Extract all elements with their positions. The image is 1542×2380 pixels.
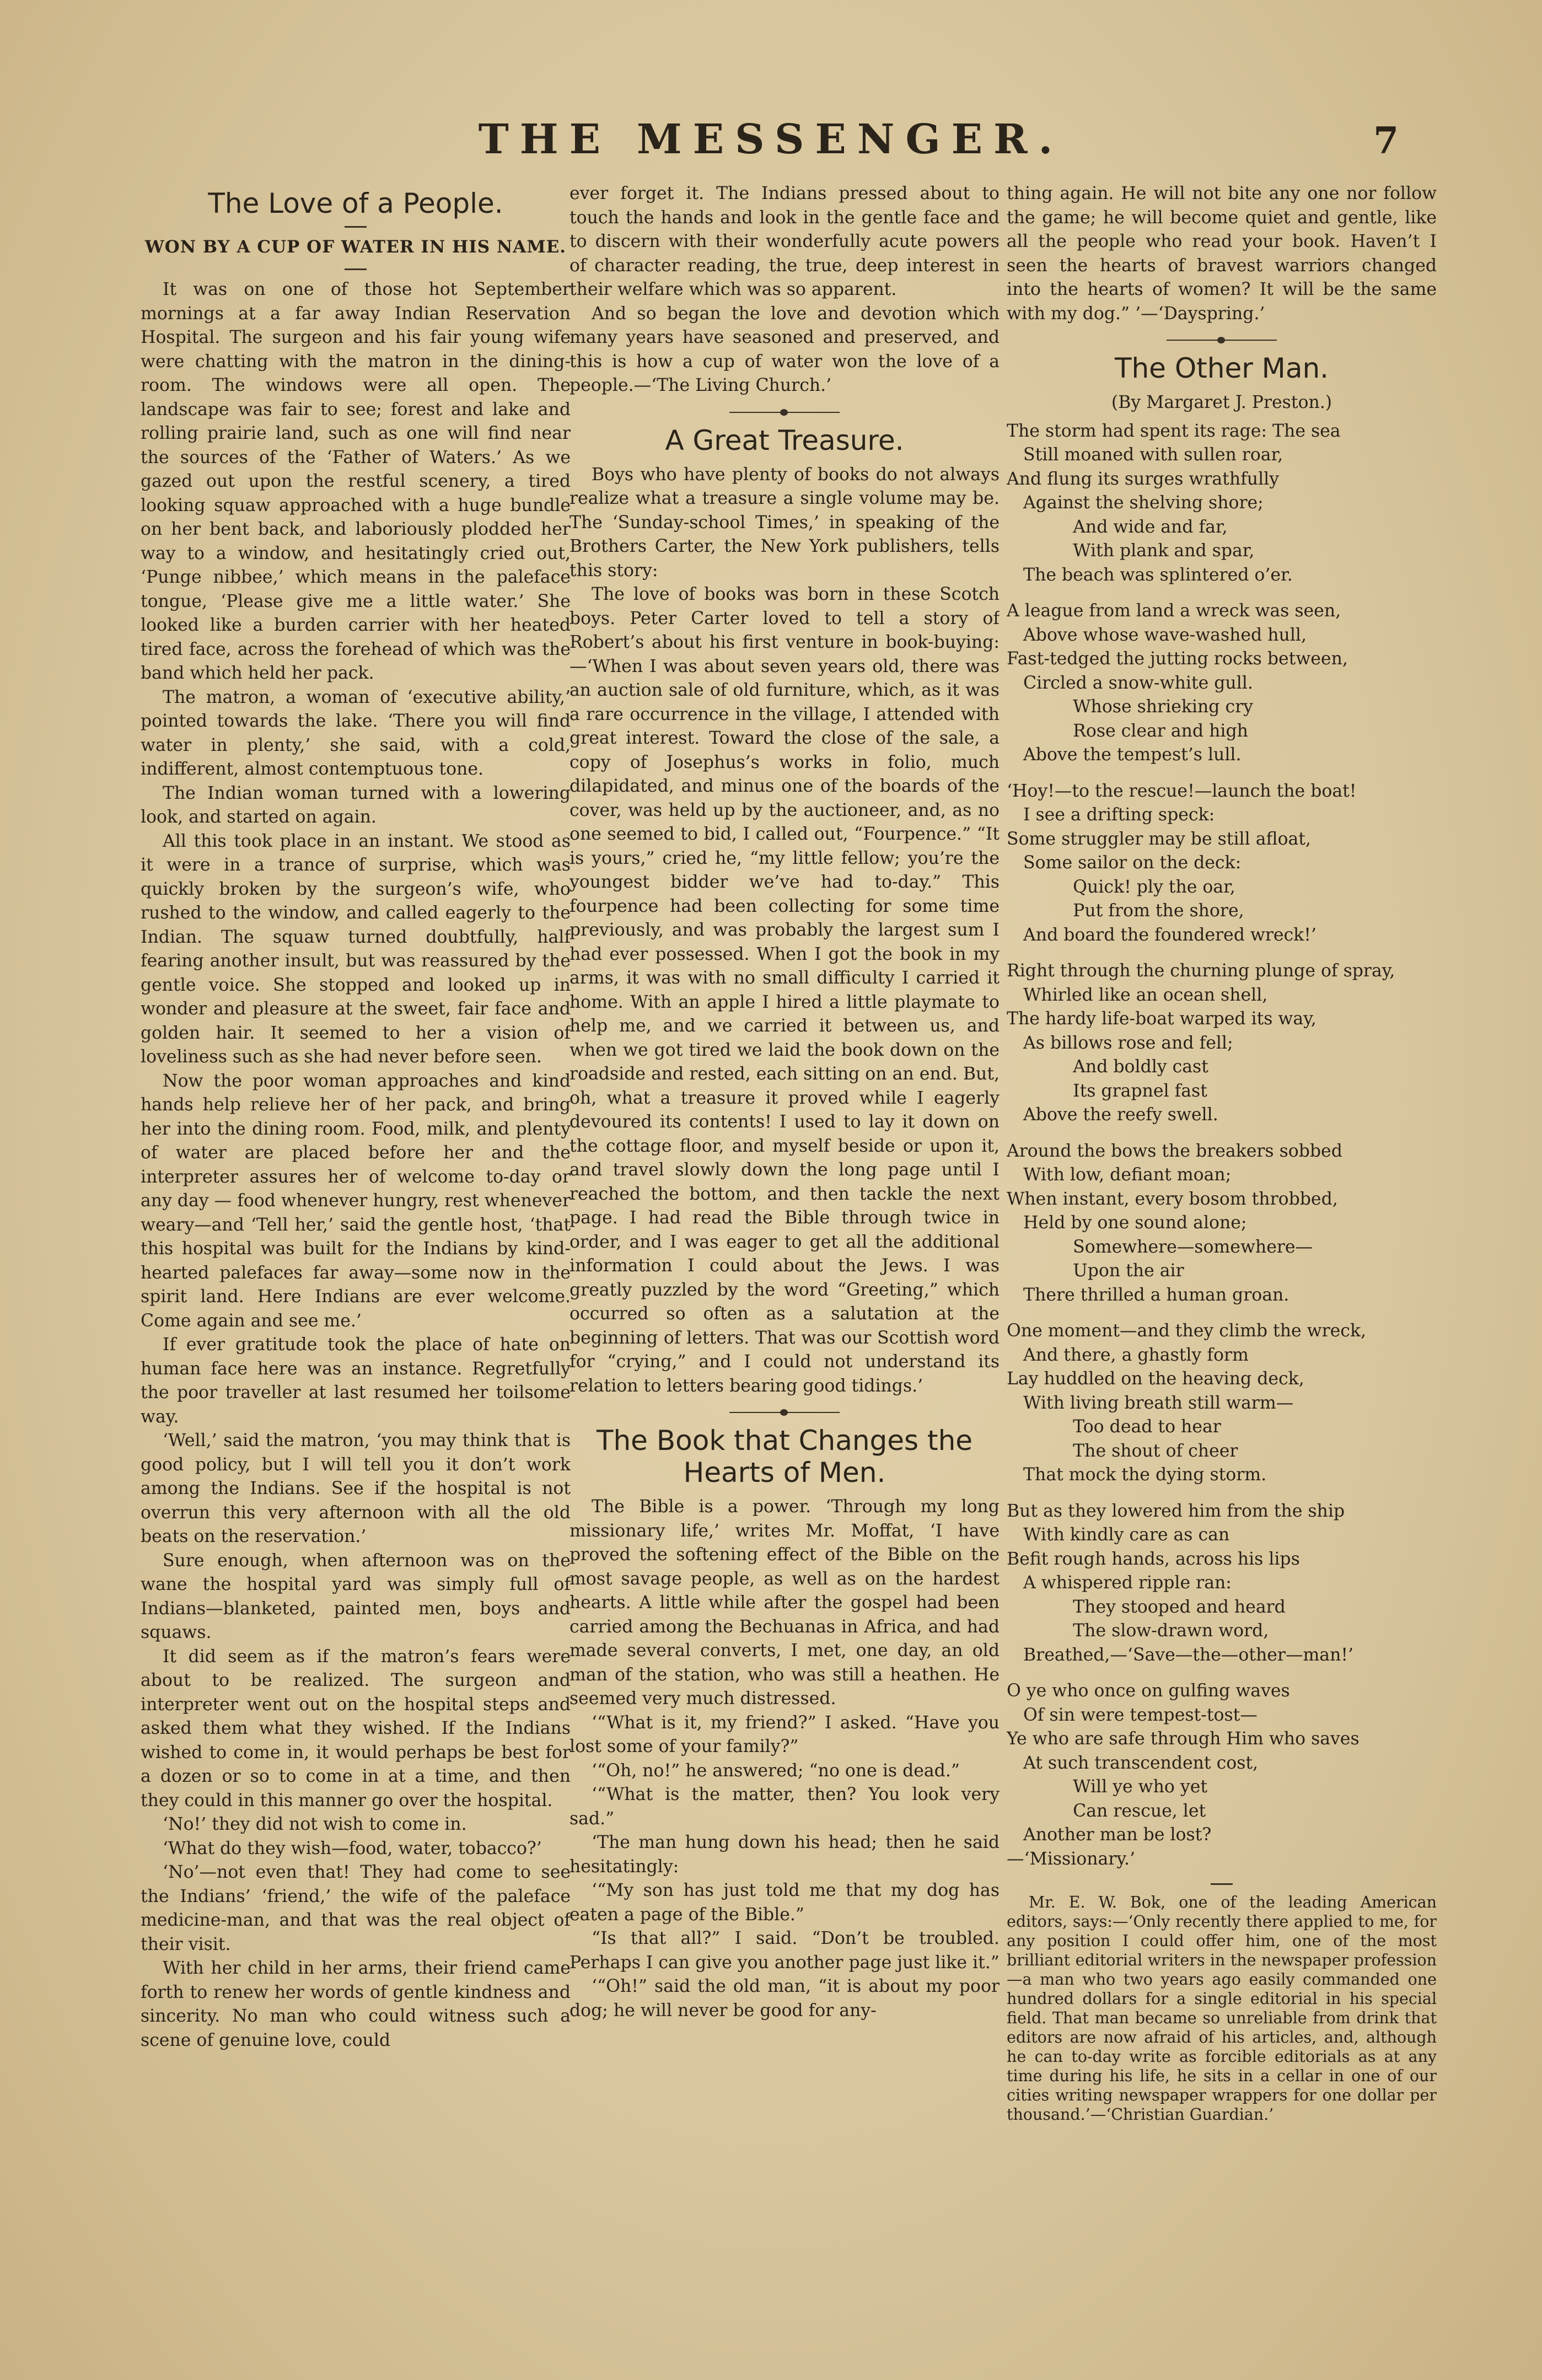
poem-line: Too dead to hear xyxy=(1007,1417,1221,1437)
paragraph: If ever gratitude took the place of hate on human face here was an instance. Regretfully the poor traveller at last resumed her toilsome way. xyxy=(141,1335,571,1427)
section-divider xyxy=(1167,336,1277,345)
poem-line: And there, a ghastly form xyxy=(1007,1345,1249,1365)
section-divider xyxy=(729,1408,840,1417)
poem-line: The slow-drawn word, xyxy=(1007,1621,1269,1641)
paragraph: ‘Well,’ said the matron, ‘you may think that is good policy, but I will tell you it don’t work among the Indians. See if the hospital is not overrun this very afternoon with all the old beats on the reservation.’ xyxy=(141,1431,571,1546)
poem-stanza xyxy=(1007,1319,1437,1487)
section-rule xyxy=(1211,1883,1233,1885)
poem-line: ‘Hoy!—to the rescue!—launch the boat! xyxy=(1007,781,1357,801)
poem-stanza xyxy=(1007,1679,1437,1871)
poem-line: Breathed,—‘Save—the—other—man!’ xyxy=(1007,1645,1354,1665)
paragraph: ‘“Oh, no!” he answered; “no one is dead.” xyxy=(592,1760,960,1781)
poem-line: Fast-tedged the jutting rocks between, xyxy=(1007,649,1348,669)
poem-line: Some struggler may be still afloat, xyxy=(1007,829,1311,849)
paragraph: ‘“What is it, my friend?” I asked. “Have you lost some of your family?” xyxy=(569,1712,1000,1756)
poem-line: With living breath still warm— xyxy=(1007,1393,1294,1413)
poem-line: When instant, every bosom throbbed, xyxy=(1007,1189,1338,1209)
poem-line: I see a drifting speck: xyxy=(1007,805,1215,825)
poem-line: But as they lowered him from the ship xyxy=(1007,1501,1345,1521)
paragraph: It did seem as if the matron’s fears were about to be realized. The surgeon and interpreter went out on the hospital steps and asked them what they wished. If the Indians wished to come in, it would perhaps be best for a dozen or so to come in at a time, and then they could in this manner go over the hospital. xyxy=(141,1646,571,1810)
paragraph: ‘“Oh!” said the old man, “it is about my poor dog; he will never be good for any- xyxy=(569,1976,1000,2021)
poem-stanza xyxy=(1007,1140,1437,1308)
poem-line: As billows rose and fell; xyxy=(1007,1033,1233,1053)
masthead xyxy=(0,116,1542,176)
poem-line: Can rescue, let xyxy=(1007,1801,1206,1821)
poem-line: A league from land a wreck was seen, xyxy=(1007,601,1341,621)
paragraph: The love of books was born in these Scotch boys. Peter Carter loved to tell a story of Robert’s about his first venture in book-buying:—‘When I was about seven years old, there was an auction sale of old furniture, which, as it was a rare occurrence in the village, I attended with great interest. Toward the close of the sale, a copy of Josephus’s works in folio, much dilapidated, and minus one of the boards of the cover, was held up by the auctioneer, and, as no one seemed to bid, I called out, “Fourpence.” “It is yours,” cried he, “my little fellow; you’re the youngest bidder we’ve had to-day.” This fourpence had been collecting for some time previously, and was probably the largest sum I had ever possessed. When I got the book in my arms, it was with no small difficulty I carried it home. With an apple I hired a little playmate to help me, and we carried it between us, and when we got tired we laid the book down on the roadside and rested, each sitting on an end. But, oh, what a treasure it proved while I eagerly devoured its contents! I used to lay it down on the cottage floor, and myself beside or upon it, and travel slowly down the long page until I reached the bottom, and then tackle the next page. I had read the Bible through twice in order, and I was eager to get all the additional information I could about the Jews. I was greatly puzzled by the word “Greeting,” which occurred so often as a salutation at the beginning of letters. That was our Scottish word for “crying,” and I could not understand its relation to letters bearing good tidings.’ xyxy=(569,584,1000,1396)
poem-line: Against the shelving shore; xyxy=(1007,493,1264,513)
paragraph: Sure enough, when afternoon was on the wane the hospital yard was simply full of Indians—blanketed, painted men, boys and squaws. xyxy=(141,1550,571,1642)
poem-line: Lay huddled on the heaving deck, xyxy=(1007,1369,1304,1389)
paragraph: “Is that all?” I said. “Don’t be troubled. Perhaps I can give you another page just like it.” xyxy=(569,1928,1000,1973)
poem-line: Still moaned with sullen roar, xyxy=(1007,445,1283,465)
poem-line: The storm had spent its rage: The sea xyxy=(1007,421,1341,441)
subtitle-rule xyxy=(345,268,367,270)
poem-line: The hardy life-boat warped its way, xyxy=(1007,1009,1317,1029)
poem-line: Some sailor on the deck: xyxy=(1007,853,1242,873)
paragraph: ‘The man hung down his head; then he said hesitatingly: xyxy=(569,1833,1000,1877)
poem-line: Above whose wave-washed hull, xyxy=(1007,625,1307,645)
paragraph: And so began the love and devotion which many years have seasoned and preserved, and this is how a cup of water won the love of a people.—‘The Living Church.’ xyxy=(569,303,1000,395)
poem-line: Another man be lost? xyxy=(1007,1825,1212,1845)
paragraph: ever forget it. The Indians pressed about to touch the hands and look in the gentle face and to discern with their wonderfully acute powers of character reading, the true, deep interest in their welfare which was so apparent. xyxy=(569,184,1000,299)
poem-line: Whose shrieking cry xyxy=(1007,697,1253,717)
poem-line: There thrilled a human groan. xyxy=(1007,1285,1290,1305)
poem-line: Will ye who yet xyxy=(1007,1777,1207,1797)
paragraph: The Bible is a power. ‘Through my long missionary life,’ writes Mr. Moffat, ‘I have proved the softening effect of the Bible on the most savage people, as well as on the hardest hearts. A little while after the gospel had been carried among the Bechuanas in Africa, and had made several converts, I met, one day, an old man of the station, who was still a heathen. He seemed very much distressed. xyxy=(569,1497,1000,1709)
poem-stanza xyxy=(1007,780,1437,948)
paragraph: The Indian woman turned with a lowering look, and started on again. xyxy=(141,783,571,827)
column-2 xyxy=(569,182,1000,2255)
poem-line: One moment—and they climb the wreck, xyxy=(1007,1321,1367,1341)
paragraph: ‘“What is the matter, then? You look very sad.” xyxy=(569,1785,1000,1829)
article-title-great-treasure: A Great Treasure. xyxy=(665,424,904,456)
paragraph: With her child in her arms, their friend came forth to renew her words of gentle kindness and sincerity. No man who could witness such a scene of genuine love, could xyxy=(141,1958,571,2050)
poem-line: Above the reefy swell. xyxy=(1007,1105,1218,1125)
poem-line: Befit rough hands, across his lips xyxy=(1007,1549,1300,1569)
poem-line: That mock the dying storm. xyxy=(1007,1465,1267,1485)
poem-line: With plank and spar, xyxy=(1007,541,1255,561)
poem-line: Right through the churning plunge of spray, xyxy=(1007,961,1395,981)
poem-line: And board the foundered wreck!’ xyxy=(1007,925,1317,945)
paragraph: Now the poor woman approaches and kind hands help relieve her of her pack, and bring her into the dining room. Food, milk, and plenty of water are placed before her and the interpreter assures her of welcome to-day or any day — food whenever hungry, rest whenever weary—and ‘Tell her,’ said the gentle host, ‘that this hospital was built for the Indians by kind-hearted palefaces far away—some now in the spirit land. Here Indians are ever welcome. Come again and see me.’ xyxy=(141,1071,571,1331)
paragraph: ‘No!’ they did not wish to come in. xyxy=(163,1814,467,1834)
paragraph: Boys who have plenty of books do not always realize what a treasure a single volume may be. The ‘Sunday-school Times,’ in speaking of the Brothers Carter, the New York publishers, tells this story: xyxy=(569,464,1000,581)
poem-line: Upon the air xyxy=(1007,1261,1184,1281)
poem-line: A whispered ripple ran: xyxy=(1007,1573,1232,1593)
poem-line: And wide and far, xyxy=(1007,517,1228,537)
poem-line: And flung its surges wrathfully xyxy=(1007,469,1280,489)
poem-line: Circled a snow-white gull. xyxy=(1007,673,1253,693)
paragraph: ‘What do they wish—food, water, tobacco?’ xyxy=(163,1838,542,1858)
poem-source: —‘Missionary.’ xyxy=(1007,1849,1135,1869)
poem-line: Of sin were tempest-tost— xyxy=(1007,1705,1258,1725)
poem-title: The Other Man. xyxy=(1114,352,1329,384)
article-title-book-changes-hearts: The Book that Changes the Hearts of Men. xyxy=(596,1425,973,1489)
poem-line: With low, defiant moan; xyxy=(1007,1165,1232,1185)
masthead-title: THE MESSENGER. xyxy=(478,116,1064,163)
poem xyxy=(1007,420,1437,1872)
poem-line: Somewhere—somewhere— xyxy=(1007,1237,1313,1257)
title-rule xyxy=(345,226,367,228)
section-divider xyxy=(729,408,840,417)
paragraph: thing again. He will not bite any one nor follow the game; he will become quiet and gentle, like all the people who read your book. Haven’t I seen the hearts of bravest warriors changed into the hearts of women? It will be the same with my dog.” ’—‘Dayspring.’ xyxy=(1007,184,1437,324)
poem-line: At such transcendent cost, xyxy=(1007,1753,1259,1773)
poem-line: Above the tempest’s lull. xyxy=(1007,745,1242,765)
poem-line: O ye who once on gulfing waves xyxy=(1007,1681,1290,1701)
poem-line: Rose clear and high xyxy=(1007,721,1248,741)
poem-stanza xyxy=(1007,599,1437,767)
poem-line: Held by one sound alone; xyxy=(1007,1213,1247,1233)
paragraph: ‘No’—not even that! They had come to see the Indians’ ‘friend,’ the wife of the paleface medicine-man, and that was the real object of their visit. xyxy=(141,1862,571,1954)
poem-line: Whirled like an ocean shell, xyxy=(1007,985,1268,1005)
poem-line: Put from the shore, xyxy=(1007,901,1244,921)
poem-stanza xyxy=(1007,420,1437,588)
poem-stanza xyxy=(1007,1500,1437,1668)
poem-stanza xyxy=(1007,959,1437,1127)
poem-line: Ye who are safe through Him who saves xyxy=(1007,1729,1360,1749)
paragraph: It was on one of those hot September mornings at a far away Indian Reservation Hospital. The surgeon and his fair young wife were chatting with the matron in the dining-room. The windows were all open. The landscape was fair to see; forest and lake and rolling prairie land, such as one will find near the sources of the ‘Father of Waters.’ As we gazed out upon the restful scenery, a tired looking squaw approached with a huge bundle on her bent back, and laboriously plodded her way to a window, and hesitatingly cried out, ‘Punge nibbee,’ which means in the paleface tongue, ‘Please give me a little water.’ She looked like a burden carrier with her heated tired face, across the forehead of which was the band which held her pack. xyxy=(141,280,571,683)
poem-line: Its grapnel fast xyxy=(1007,1081,1207,1101)
paragraph: ‘“My son has just told me that my dog has eaten a page of the Bible.” xyxy=(569,1881,1000,1925)
article-title-love-of-a-people: The Love of a People. xyxy=(208,187,503,219)
poem-line: The shout of cheer xyxy=(1007,1441,1238,1461)
poem-byline: (By Margaret J. Preston.) xyxy=(1111,393,1333,412)
paragraph-bok-note: Mr. E. W. Bok, one of the leading American editors, says:—‘Only recently there applied to me, for any position I could offer him, one of the most brilliant editorial writers in the newspaper profession—a man who two years ago easily commanded one hundred dollars for a single editorial in his special field. That man became so unreliable from drink that editors are now afraid of his articles, and, although he can to-day write as forcible editorials as at any time during his life, he sits in a cellar in one of our cities writing newspaper wrappers for one dollar per thousand.’—‘Christian Guardian.’ xyxy=(1007,1893,1437,2124)
article-subtitle: WON BY A CUP OF WATER IN HIS NAME. xyxy=(144,237,567,257)
column-1 xyxy=(141,182,571,2255)
poem-line: With kindly care as can xyxy=(1007,1525,1230,1545)
poem-line: They stooped and heard xyxy=(1007,1597,1286,1617)
page-number: 7 xyxy=(1373,119,1399,162)
column-3 xyxy=(1007,182,1437,2255)
poem-line: And boldly cast xyxy=(1007,1057,1208,1077)
paragraph: All this took place in an instant. We stood as it were in a trance of surprise, which was quickly broken by the surgeon’s wife, who rushed to the window, and called eagerly to the Indian. The squaw turned doubtfully, half fearing another insult, but was reassured by the gentle voice. She stopped and looked up in wonder and pleasure at the sweet, fair face and golden hair. It seemed to her a vision of loveliness such as she had never before seen. xyxy=(141,831,571,1067)
paragraph: The matron, a woman of ‘executive ability,’ pointed towards the lake. ‘There you will find water in plenty,’ she said, with a cold, indifferent, almost contemptuous tone. xyxy=(141,687,571,779)
poem-line: The beach was splintered o’er. xyxy=(1007,565,1293,585)
poem-line: Quick! ply the oar, xyxy=(1007,877,1235,897)
poem-line: Around the bows the breakers sobbed xyxy=(1007,1141,1342,1161)
